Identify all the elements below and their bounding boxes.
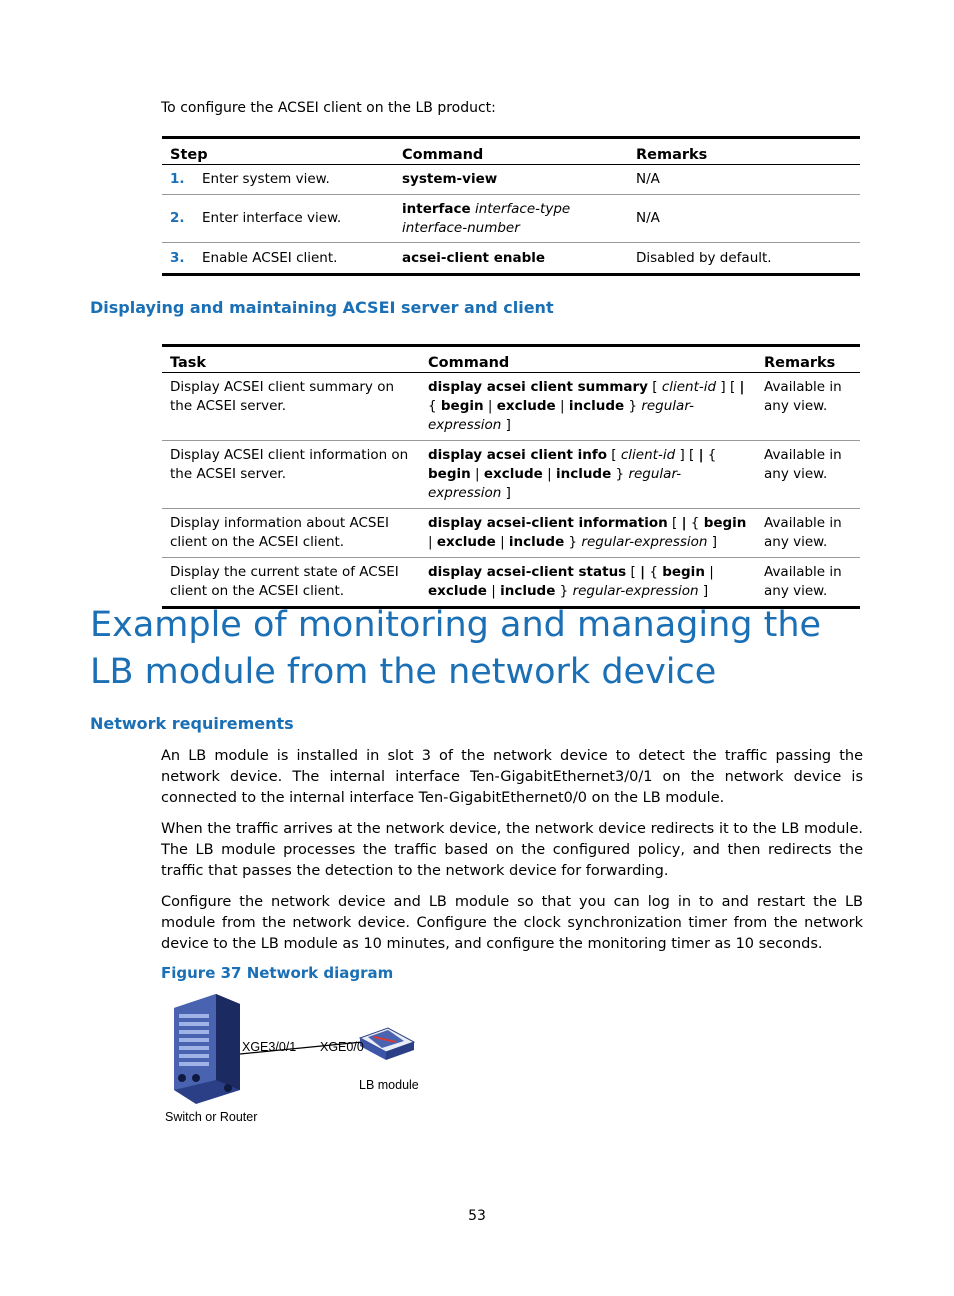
table-row xyxy=(162,558,860,608)
col-remarks: Remarks xyxy=(636,147,708,163)
intro-text: To configure the ACSEI client on the LB product: xyxy=(161,100,496,116)
table-row xyxy=(162,509,860,558)
figure-caption: Figure 37 Network diagram xyxy=(161,964,394,982)
col-command: Command xyxy=(402,147,484,163)
task-cell: Display ACSEI client information on the ACSEI server. xyxy=(170,447,409,482)
task-cell: Display the current state of ACSEI client on the ACSEI client. xyxy=(170,564,399,599)
network-diagram xyxy=(160,990,460,1130)
col-command: Command xyxy=(428,355,510,371)
lb-module-icon xyxy=(360,1028,414,1060)
command-cell: interface interface-type interface-number xyxy=(402,200,571,236)
paragraph: Configure the network device and LB module so that you can log in to and restart the LB module from the network device. Configure the clock synchronization timer from the network device to the LB module as 10 minutes, and configure the monitoring timer as 10 seconds. xyxy=(161,894,863,952)
remarks-cell: N/A xyxy=(636,210,660,226)
col-step: Step xyxy=(170,147,208,163)
remarks-cell: Available in any view. xyxy=(764,447,842,482)
command-cell: display acsei-client status [ | { begin | exclude | include } regular-expression ] xyxy=(428,564,714,599)
paragraph: An LB module is installed in slot 3 of the network device to detect the traffic passing the network device. The internal interface Ten-GigabitEthernet3/0/1 on the network device is connected to the internal interface Ten-GigabitEthernet0/0 on the LB module. xyxy=(161,748,863,806)
task-cell: Display information about ACSEI client on the ACSEI client. xyxy=(170,515,390,550)
table-row xyxy=(162,373,860,441)
paragraph: When the traffic arrives at the network device, the network device redirects it to the LB module. The LB module processes the traffic based on the configured policy, and then redirects the traffic that passes the detection to the network device for forwarding. xyxy=(161,821,863,879)
remarks-cell: Available in any view. xyxy=(764,515,842,550)
command-cell: display acsei-client information [ | { begin | exclude | include } regular-expression ] xyxy=(428,515,747,550)
config-steps-table xyxy=(162,136,860,276)
command-cell: display acsei client summary [ client-id ] [ | { begin | exclude | include } regular-expression ] xyxy=(428,379,745,433)
chapter-title: Example of monitoring and managing the LB module from the network device xyxy=(90,605,822,692)
port-label-left: XGE3/0/1 xyxy=(242,1040,297,1054)
col-task: Task xyxy=(170,355,207,371)
lb-module-label: LB module xyxy=(359,1078,419,1092)
remarks-cell: N/A xyxy=(636,171,660,187)
port-label-right: XGE0/0 xyxy=(320,1040,364,1054)
table-row xyxy=(162,195,860,243)
command-cell: acsei-client enable xyxy=(402,249,546,266)
step-number: 3. xyxy=(170,249,185,266)
step-number: 1. xyxy=(170,171,185,187)
switch-icon xyxy=(174,994,240,1104)
remarks-cell: Available in any view. xyxy=(764,564,842,599)
display-commands-table xyxy=(162,344,860,609)
table-row xyxy=(162,165,860,195)
table-row xyxy=(162,243,860,275)
remarks-cell: Available in any view. xyxy=(764,379,842,414)
page-number: 53 xyxy=(468,1208,486,1224)
section-heading-network: Network requirements xyxy=(90,714,294,733)
step-number: 2. xyxy=(170,210,185,226)
step-text: Enter system view. xyxy=(202,171,330,187)
section-heading-display: Displaying and maintaining ACSEI server and client xyxy=(90,298,554,317)
command-cell: display acsei client info [ client-id ] [ | { begin | exclude | include } regular-expression ] xyxy=(428,447,717,501)
command-cell: system-view xyxy=(402,171,498,187)
col-remarks: Remarks xyxy=(764,355,836,371)
table-row xyxy=(162,441,860,509)
switch-label: Switch or Router xyxy=(165,1110,258,1124)
task-cell: Display ACSEI client summary on the ACSEI server. xyxy=(170,379,395,414)
step-text: Enter interface view. xyxy=(202,210,342,226)
step-text: Enable ACSEI client. xyxy=(202,249,338,266)
remarks-cell: Disabled by default. xyxy=(636,249,772,266)
